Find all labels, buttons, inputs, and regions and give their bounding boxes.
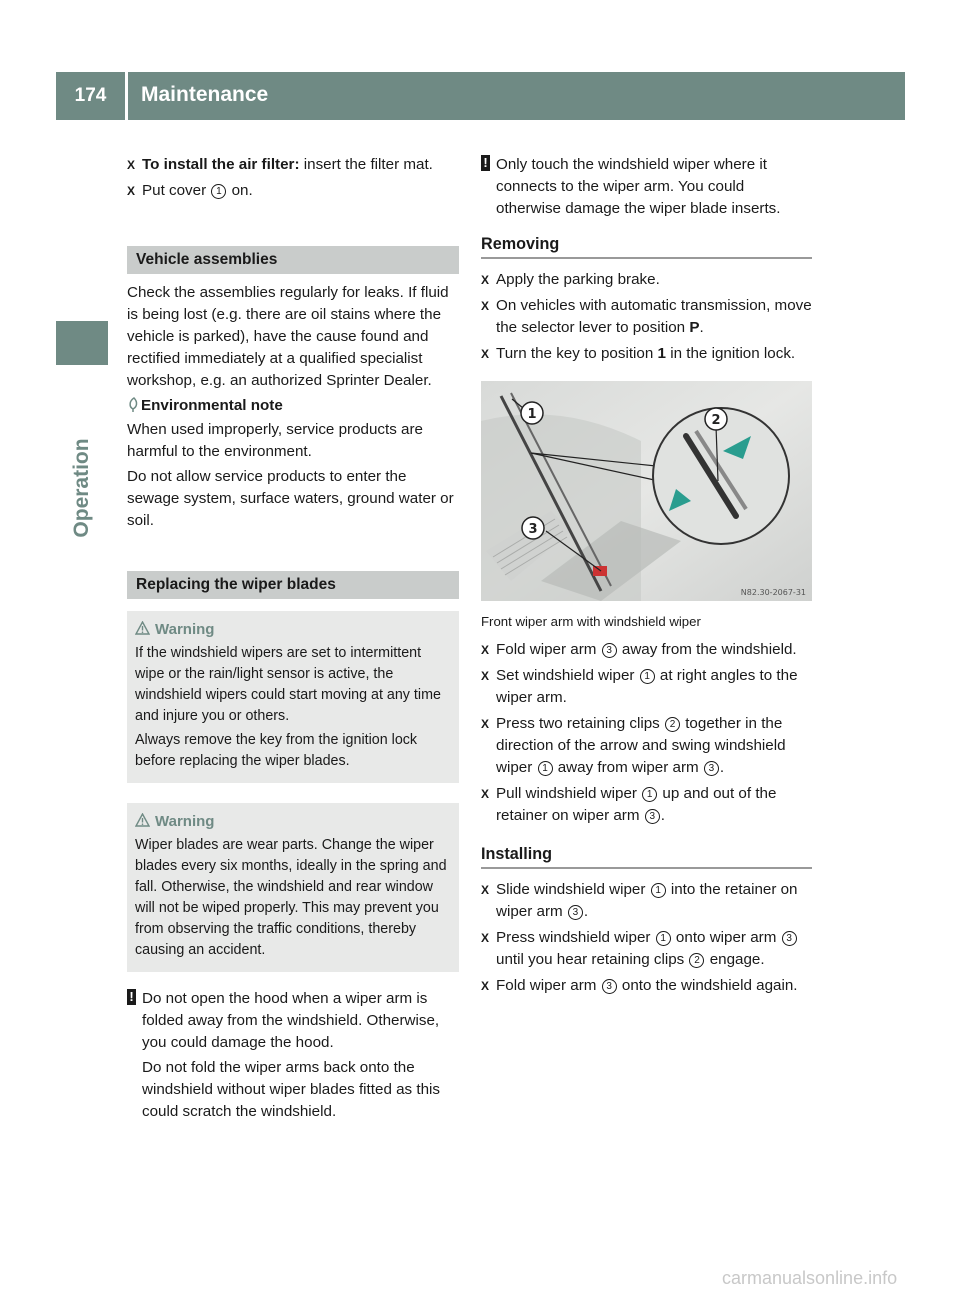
step-text: Fold wiper arm — [496, 977, 601, 994]
warning-title-text: Warning — [155, 813, 215, 830]
warning2-para-1: Wiper blades are wear parts. Change the wiper blades every six months, ideally in the spring and fall. Otherwise, the windshield and rear window will not be wiped properly. This may prevent you from observing the traffic conditions, thereby causing an accident. — [135, 837, 447, 958]
warning-box-1 — [127, 611, 459, 783]
step-text: in the ignition lock. — [665, 345, 796, 362]
warning-triangle-icon — [135, 813, 150, 827]
step-text: on. — [227, 182, 253, 199]
step-fold-back — [481, 975, 812, 997]
caution-mark-icon: ! — [127, 989, 136, 1005]
section-heading-vehicle-assemblies: Vehicle assemblies — [127, 246, 459, 274]
step-bold-text: 1 — [657, 345, 666, 362]
step-put-cover — [127, 180, 459, 202]
step-pull-wiper — [481, 783, 812, 827]
step-text: at right angles to the wiper arm. — [496, 667, 798, 706]
callout-3: 3 — [528, 522, 538, 537]
side-tab-marker — [56, 321, 108, 365]
warning1-para-2: Always remove the key from the ignition lock before replacing the wiper blades. — [135, 732, 418, 769]
section-heading-wiper-blades: Replacing the wiper blades — [127, 571, 459, 599]
right-column — [481, 154, 812, 1001]
sub-heading-installing: Installing — [481, 843, 812, 869]
step-marker: X — [481, 643, 490, 657]
figure-code: N82.30-2067-31 — [740, 588, 806, 597]
note-hood — [127, 988, 459, 1123]
step-press-wiper — [481, 927, 812, 971]
wiper-illustration — [481, 381, 812, 601]
step-text: onto wiper arm — [671, 929, 781, 946]
env-para-2: Do not allow service products to enter the sewage system, surface waters, ground water or soil. — [127, 468, 454, 529]
callout-number: 2 — [665, 717, 680, 732]
step-install-filter — [127, 154, 459, 176]
step-text: insert the filter mat. — [299, 156, 433, 173]
step-marker: X — [481, 883, 490, 897]
warning-title — [135, 619, 451, 640]
step-marker: X — [481, 347, 490, 361]
step-text: Apply the parking brake. — [496, 271, 660, 288]
leaf-icon — [127, 397, 140, 412]
step-marker: X — [127, 158, 136, 172]
step-text: engage. — [705, 951, 765, 968]
callout-number: 1 — [651, 883, 666, 898]
step-text: . — [583, 903, 589, 920]
step-text: away from wiper arm — [553, 759, 703, 776]
callout-number: 1 — [656, 931, 671, 946]
note-para-2: Do not fold the wiper arms back onto the windshield without wiper blades fitted as this could scratch the windshield. — [142, 1059, 441, 1120]
step-text: . — [699, 319, 704, 336]
note-top-text: Only touch the windshield wiper where it connects to the wiper arm. You could otherwise damage the wiper blade inserts. — [496, 156, 781, 217]
step-text: Slide windshield wiper — [496, 881, 650, 898]
step-marker: X — [127, 184, 136, 198]
step-text: Press two retaining clips — [496, 715, 664, 732]
callout-number: 3 — [602, 979, 617, 994]
step-set-wiper — [481, 665, 812, 709]
step-marker: X — [481, 299, 490, 313]
step-slide-wiper — [481, 879, 812, 923]
callout-number: 3 — [602, 643, 617, 658]
step-text: Set windshield wiper — [496, 667, 639, 684]
callout-number: 3 — [782, 931, 797, 946]
step-selector-lever — [481, 295, 812, 339]
wiper-figure — [481, 381, 812, 601]
note-para-1: Do not open the hood when a wiper arm is folded away from the windshield. Otherwise, you could damage the hood. — [142, 990, 440, 1051]
warning-title-text: Warning — [155, 621, 215, 638]
callout-1: 1 — [527, 407, 537, 422]
env-para-1: When used improperly, service products are harmful to the environment. — [127, 421, 423, 460]
step-bold-text: P — [689, 319, 700, 336]
callout-number: 3 — [568, 905, 583, 920]
page-number: 174 — [74, 85, 107, 106]
step-press-clips — [481, 713, 812, 779]
step-text: . — [660, 807, 665, 824]
step-text: . — [719, 759, 725, 776]
warning-triangle-icon — [135, 621, 150, 635]
step-text: On vehicles with automatic transmission, move the selector lever to position — [496, 297, 812, 336]
callout-2: 2 — [711, 413, 721, 428]
note-touch-wiper — [481, 154, 812, 220]
warning1-para-1: If the windshield wipers are set to intermittent wipe or the rain/light sensor is active, the windshield wipers could start moving at any time and injure you or others. — [135, 645, 441, 724]
step-marker: X — [481, 669, 490, 683]
step-text: until you hear retaining clips — [496, 951, 689, 968]
caution-mark-icon: ! — [481, 155, 490, 171]
step-text: Pull windshield wiper — [496, 785, 642, 802]
step-fold-arm — [481, 639, 812, 661]
figure-caption: Front wiper arm with windshield wiper — [481, 614, 701, 629]
step-marker: X — [481, 931, 490, 945]
callout-number: 3 — [645, 809, 660, 824]
vehicle-assemblies-body: Check the assemblies regularly for leaks. If fluid is being lost (e.g. there are oil stains where the vehicle is parked), have the cause found and rectified immediately at a qualified specialist workshop, e.g. an authorized Sprinter Dealer. — [127, 284, 449, 389]
warning-box-2 — [127, 803, 459, 972]
left-column — [127, 154, 459, 1126]
env-title-text: Environmental note — [141, 397, 283, 414]
step-text: Fold wiper arm — [496, 641, 601, 658]
step-text: together in the direction of the arrow and swing windshield wiper — [496, 715, 786, 776]
step-marker: X — [481, 787, 490, 801]
callout-number: 1 — [642, 787, 657, 802]
step-text: onto the windshield again. — [617, 977, 798, 994]
warning-title — [135, 811, 451, 832]
callout-number: 2 — [689, 953, 704, 968]
callout-number: 1 — [211, 184, 226, 199]
step-marker: X — [481, 717, 490, 731]
callout-number: 3 — [704, 761, 719, 776]
step-parking-brake — [481, 269, 812, 291]
step-text: Put cover — [142, 182, 211, 199]
callout-number: 1 — [640, 669, 655, 684]
step-marker: X — [481, 273, 490, 287]
header-divider — [125, 72, 128, 120]
sub-heading-removing: Removing — [481, 233, 812, 259]
step-turn-key — [481, 343, 812, 365]
step-text: Press windshield wiper — [496, 929, 655, 946]
step-text: up and out of the retainer on wiper arm — [496, 785, 777, 824]
step-text: Turn the key to position — [496, 345, 658, 362]
step-text: away from the windshield. — [617, 641, 797, 658]
step-marker: X — [481, 979, 490, 993]
step-text: into the retainer on wiper arm — [496, 881, 798, 920]
watermark: carmanualsonline.info — [722, 1268, 898, 1288]
environmental-note-title — [127, 395, 459, 417]
side-tab-label: Operation — [70, 438, 93, 538]
callout-number: 1 — [538, 761, 553, 776]
step-bold-text: To install the air filter: — [142, 156, 300, 173]
header-title: Maintenance — [141, 83, 269, 106]
